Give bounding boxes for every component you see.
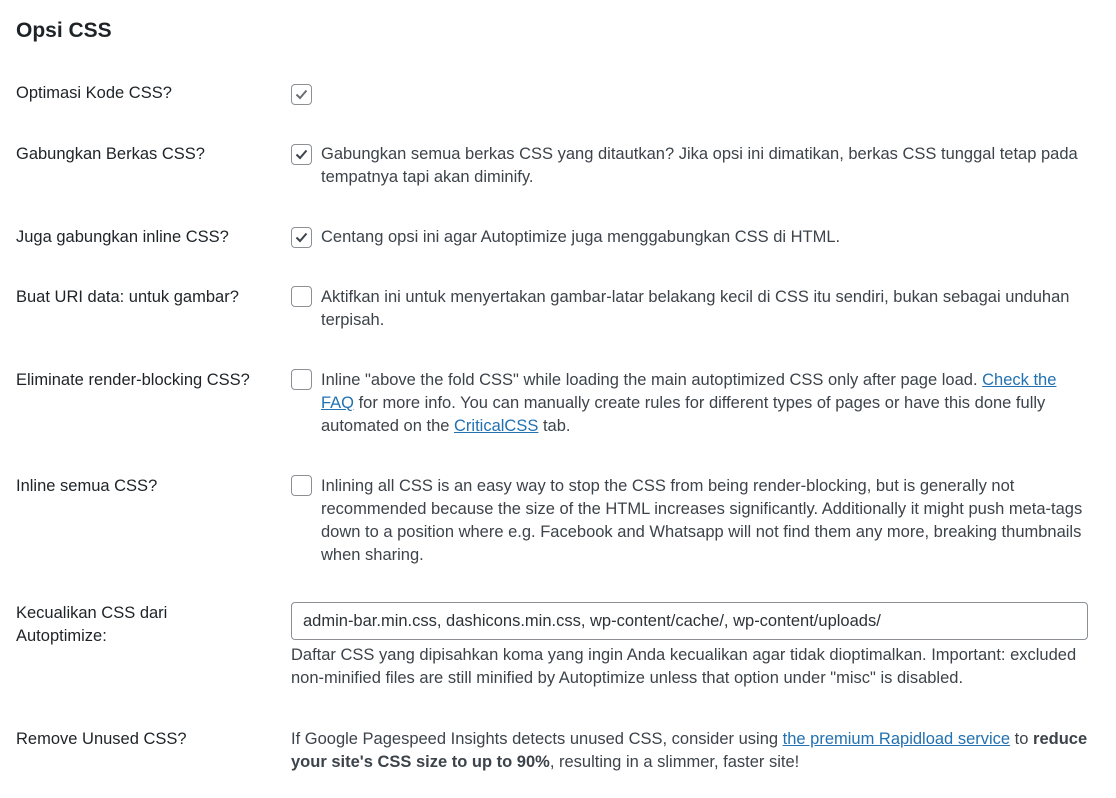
label-remove-unused: Remove Unused CSS?	[16, 730, 187, 748]
desc-render-blocking	[321, 369, 1086, 438]
checkmark-icon	[293, 146, 310, 163]
label-exclude-css: Kecualikan CSS dari Autoptimize:	[16, 604, 168, 645]
desc-inline-all: Inlining all CSS is an easy way to stop the CSS from being render-blocking, but is generally not recommended because the size of the HTML increases significantly. Additionally it might push meta-tags down to a position where e.g. Facebook and Whatsapp will not find them any more, breaking thumbnails when sharing.	[321, 477, 1083, 564]
checkbox-optimize-css[interactable]	[291, 84, 312, 105]
desc-exclude-css: Daftar CSS yang dipisahkan koma yang ingin Anda kecualikan agar tidak dioptimalkan. Important: excluded non-minified files are still minified by Autoptimize unless that option under "misc" is disabled.	[291, 646, 1077, 687]
desc-data-uri: Aktifkan ini untuk menyertakan gambar-latar belakang kecil di CSS itu sendiri, bukan sebagai unduhan terpisah.	[321, 288, 1070, 329]
label-inline-aggregate: Juga gabungkan inline CSS?	[16, 228, 229, 246]
desc-remove-unused	[291, 728, 1091, 774]
label-optimize-css: Optimasi Kode CSS?	[16, 84, 172, 102]
checkbox-render-blocking[interactable]	[291, 369, 312, 390]
criticalcss-link[interactable]: CriticalCSS	[454, 417, 539, 435]
desc-text: for more info. You can manually create rules for different types of pages or have this done fully automated on the	[321, 394, 1046, 435]
label-data-uri: Buat URI data: untuk gambar?	[16, 288, 239, 306]
desc-text: Inline "above the fold CSS" while loading the main autoptimized CSS only after page load.	[321, 371, 983, 389]
checkbox-inline-aggregate[interactable]	[291, 227, 312, 248]
label-aggregate-css: Gabungkan Berkas CSS?	[16, 145, 205, 163]
desc-text: , resulting in a slimmer, faster site!	[549, 753, 800, 771]
desc-text: tab.	[538, 417, 571, 435]
checkmark-icon	[293, 86, 310, 103]
checkbox-aggregate-css[interactable]	[291, 144, 312, 165]
label-render-blocking: Eliminate render-blocking CSS?	[16, 371, 250, 389]
checkmark-icon	[293, 229, 310, 246]
exclude-css-input[interactable]	[291, 602, 1088, 640]
checkbox-data-uri[interactable]	[291, 286, 312, 307]
desc-text: to	[1010, 730, 1034, 748]
desc-text: If Google Pagespeed Insights detects unused CSS, consider using	[291, 730, 783, 748]
check-faq-link[interactable]: Check the FAQ	[321, 371, 1057, 412]
desc-inline-aggregate: Centang opsi ini agar Autoptimize juga menggabungkan CSS di HTML.	[321, 228, 841, 246]
desc-bold: reduce your site's CSS size to up to 90%	[291, 730, 1088, 771]
section-title: Opsi CSS	[16, 19, 112, 42]
checkbox-inline-all[interactable]	[291, 475, 312, 496]
label-inline-all: Inline semua CSS?	[16, 477, 158, 495]
desc-aggregate-css: Gabungkan semua berkas CSS yang ditautkan? Jika opsi ini dimatikan, berkas CSS tunggal tetap pada tempatnya tapi akan diminify.	[321, 145, 1078, 186]
rapidload-link[interactable]: the premium Rapidload service	[782, 730, 1011, 748]
